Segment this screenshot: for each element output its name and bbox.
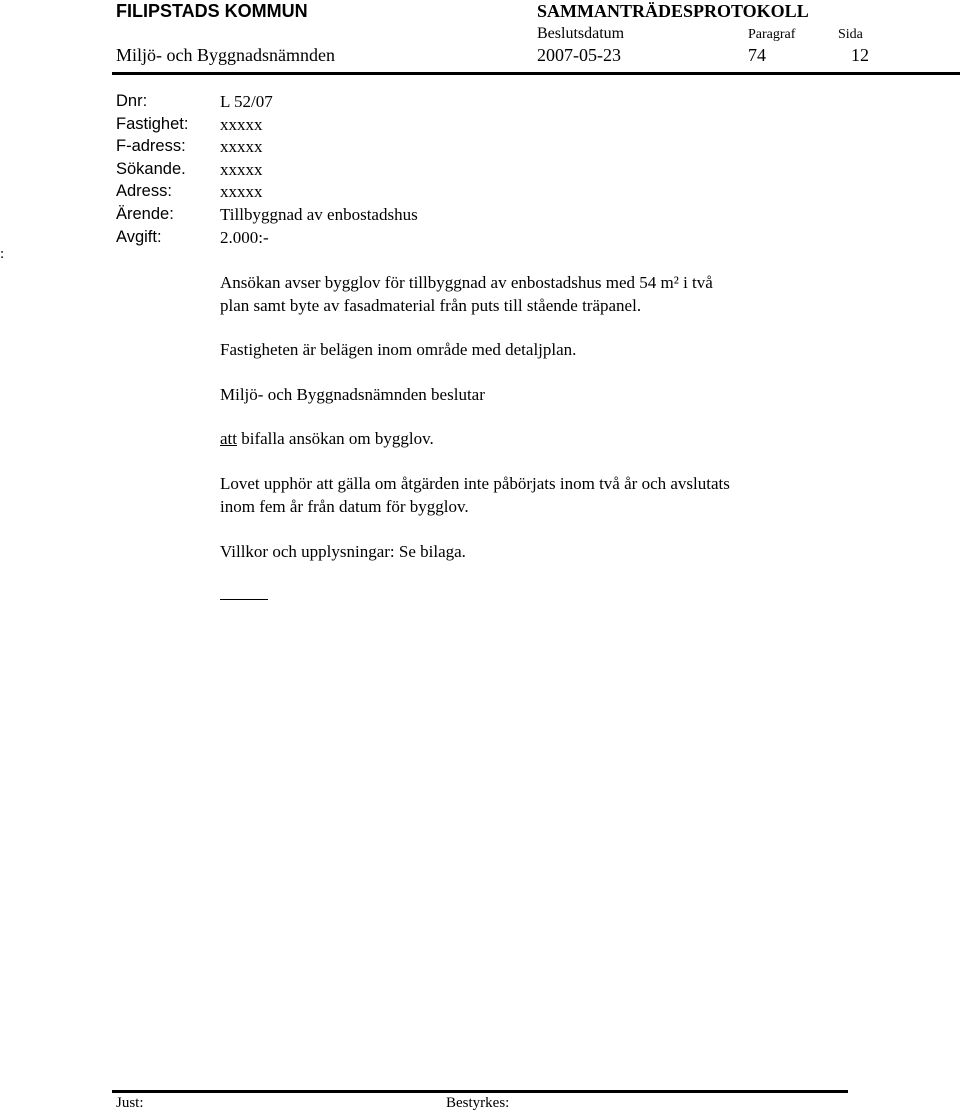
- field-label-f-adress: F-adress:: [116, 137, 186, 155]
- field-value-avgift: 2.000:-: [220, 228, 269, 247]
- field-value-f-adress: xxxxx: [220, 137, 263, 156]
- conditions-text: Villkor och upplysningar: Se bilaga.: [220, 542, 466, 561]
- validity-text-line-2: inom fem år från datum för bygglov.: [220, 497, 469, 516]
- field-label-sokande: Sökande.: [116, 160, 186, 178]
- decision-att: att: [220, 429, 237, 448]
- just-label: Just:: [116, 1095, 144, 1111]
- application-text-line-1: Ansökan avser bygglov för tillbyggnad av enbostadshus med 54 m² i två: [220, 273, 713, 292]
- decision-intro: Miljö- och Byggnadsnämnden beslutar: [220, 385, 485, 404]
- field-label-arende: Ärende:: [116, 205, 174, 223]
- field-value-adress: xxxxx: [220, 182, 263, 201]
- margin-mark: :: [0, 246, 5, 262]
- field-value-dnr: L 52/07: [220, 92, 273, 111]
- footer-rule: [112, 1090, 848, 1093]
- field-label-dnr: Dnr:: [116, 92, 148, 110]
- paragraph-number: 74: [748, 45, 766, 65]
- field-value-sokande: xxxxx: [220, 160, 263, 179]
- application-text-line-2: plan samt byte av fasadmaterial från puts till stående träpanel.: [220, 296, 642, 315]
- page-number: 12: [851, 45, 869, 65]
- decision-date: 2007-05-23: [537, 45, 621, 65]
- field-label-avgift: Avgift:: [116, 228, 162, 246]
- bestyrkes-label: Bestyrkes:: [446, 1095, 510, 1111]
- municipality-name: FILIPSTADS KOMMUN: [116, 1, 308, 21]
- protocol-title: SAMMANTRÄDESPROTOKOLL: [537, 1, 809, 21]
- paragraph-label: Paragraf: [748, 27, 796, 42]
- validity-text-line-1: Lovet upphör att gälla om åtgärden inte påbörjats inom två år och avslutats: [220, 474, 730, 493]
- committee-name: Miljö- och Byggnadsnämnden: [116, 45, 335, 65]
- page-label: Sida: [838, 27, 863, 42]
- field-label-fastighet: Fastighet:: [116, 115, 189, 133]
- field-value-fastighet: xxxxx: [220, 115, 263, 134]
- decision-text: [220, 427, 434, 450]
- zoning-text: Fastigheten är belägen inom område med detaljplan.: [220, 340, 577, 359]
- decision-rest: bifalla ansökan om bygglov.: [237, 429, 434, 448]
- end-rule: [220, 599, 268, 600]
- field-label-adress: Adress:: [116, 182, 172, 200]
- header-rule: [112, 72, 960, 75]
- date-label: Beslutsdatum: [537, 25, 625, 42]
- field-value-arende: Tillbyggnad av enbostadshus: [220, 205, 418, 224]
